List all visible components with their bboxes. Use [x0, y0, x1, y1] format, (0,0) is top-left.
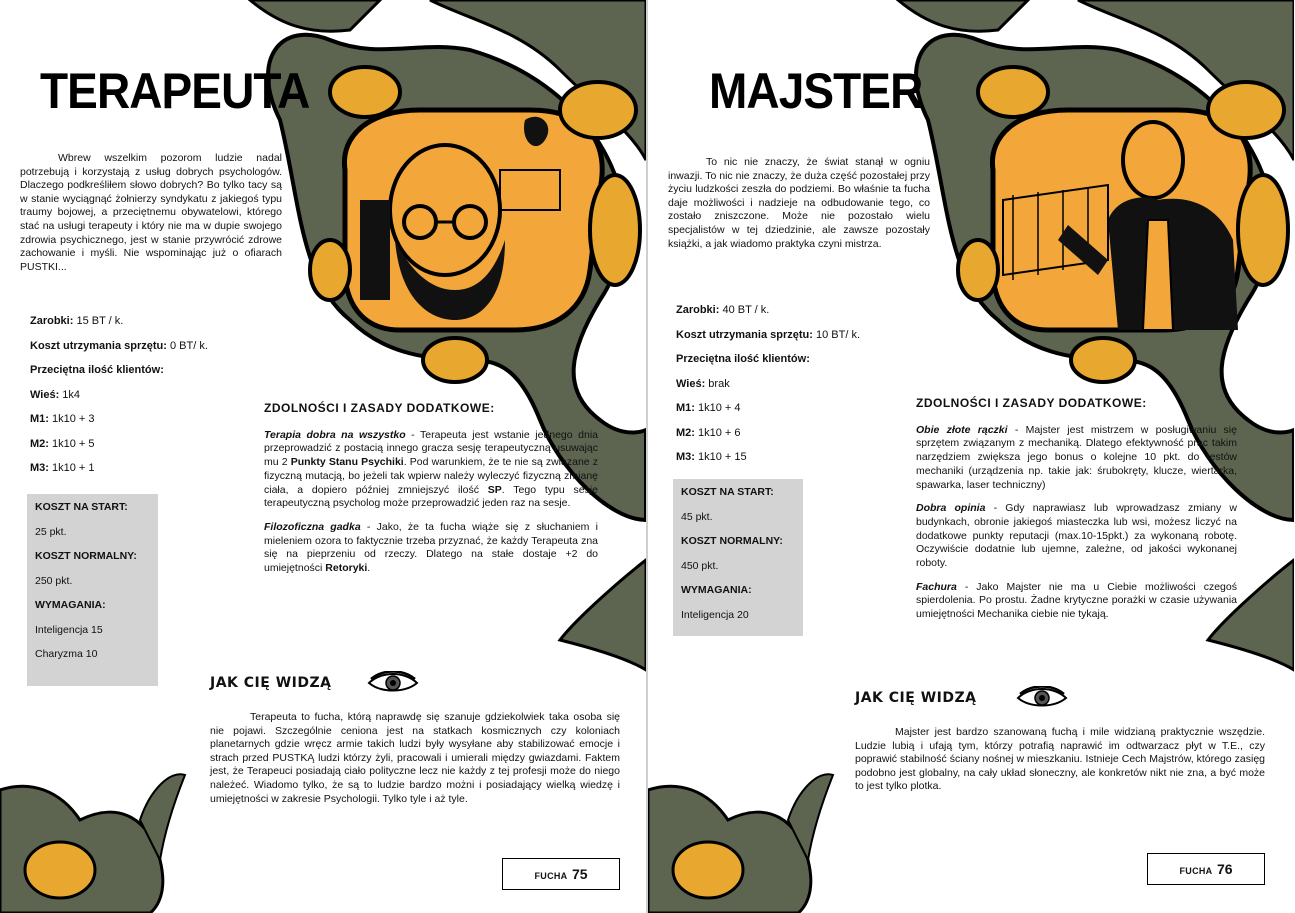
cost-normal-value: 250 pkt. — [35, 574, 73, 587]
eye-icon — [1016, 686, 1068, 710]
stat-upkeep: Koszt utrzymania sprzętu: 0 BT/ k. — [30, 339, 208, 352]
cost-normal-label: KOSZT NORMALNY: — [681, 535, 783, 547]
cost-start-value: 25 pkt. — [35, 525, 67, 538]
ability-2: Dobra opinia - Gdy naprawiasz lub wprowadzasz zmiany w budynkach, obronie jakiegoś miasteczka lub wsi, możesz liczyć na dodatkowe punkty reputacji (max.10-15pkt.) za wykonaną robotę. Oczywiście dodatnie lub ujemne, zależne, od jakości wykonanej roboty. — [916, 502, 1238, 570]
cost-normal-label: KOSZT NORMALNY: — [35, 550, 137, 562]
page-number: 76 — [1216, 861, 1233, 877]
stat-earnings: Zarobki: 15 BT / k. — [30, 315, 124, 327]
stats-list — [676, 298, 860, 470]
stat-upkeep: Koszt utrzymania sprzętu: 10 BT/ k. — [676, 328, 860, 341]
intro-paragraph: Wbrew wszelkim pozorom ludzie nadal potrzebują i korzystają z usług dobrych psychologów. Dlaczego podkreśliłem słowo dobrych? Bo tylko tacy są w stanie wyciągnąć żołnierzy syndykatu z jakiegoś typu traumy bojowej, a przeciętnemu obywatelowi, którego stać na usługi terapeuty i który nie ma w dupie swojego zdrowia psychicznego, jest w stanie przywrócić zdrowe zachowanie i myśli. Nie wspominając już o ofiarach PUSTKI... — [20, 152, 282, 273]
how-they-see-you-text: Majster jest bardzo szanowaną fuchą i mile widzianą praktycznie wszędzie. Ludzie lubią i ufają tym, którzy potrafią naprawić im odtwarzacz płyt w T.E., czy poprawić stabilność ściany nośnej w mieszkaniu. Istnieje Cech Majstrów, którego zasięg podobno jest globalny, na cały układ słoneczny, ale konkretów nikt nie zna, a być może to jest tylko plotka. — [855, 726, 1265, 793]
page-title: TERAPEUTA — [40, 63, 310, 119]
cost-box — [673, 479, 803, 636]
stat-m2: M2: 1k10 + 6 — [676, 426, 741, 439]
page-majster — [648, 0, 1294, 913]
footer-label: FUCHA — [534, 871, 568, 881]
cost-start-value: 45 pkt. — [681, 510, 713, 523]
abilities-section — [916, 397, 1237, 632]
stat-clients: Przeciętna ilość klientów: — [30, 364, 164, 376]
cost-start-label: KOSZT NA START: — [35, 501, 128, 513]
page-title: MAJSTER — [709, 63, 923, 119]
stat-village: Wieś: brak — [676, 377, 730, 390]
stat-m1: M1: 1k10 + 4 — [676, 402, 741, 414]
stat-m2: M2: 1k10 + 5 — [30, 437, 95, 450]
stat-m3: M3: 1k10 + 15 — [676, 451, 747, 463]
footer-label: FUCHA — [1179, 866, 1213, 876]
stat-clients: Przeciętna ilość klientów: — [676, 353, 810, 365]
abilities-section — [264, 402, 598, 586]
intro-paragraph: To nic nie znaczy, że świat stanął w ogniu inwazji. To nic nie znaczy, że duża część pozostałej przy życiu ludzkości zeszła do podziemi. Bo właśnie ta fucha daje możliwości i nadzieje na odbudowanie tego, co zostało zniszczone. Może nie pozostało wielu specjalistów w tej dziedzinie, ale zawsze pozostały książki, a jak wiadomo praktyka czyni mistrza. — [668, 156, 930, 250]
eye-icon — [367, 671, 419, 695]
how-they-see-you-heading: JAK CIĘ WIDZĄ — [210, 675, 332, 691]
cost-start-label: KOSZT NA START: — [681, 486, 774, 498]
stat-m1: M1: 1k10 + 3 — [30, 413, 95, 425]
requirements-label: WYMAGANIA: — [35, 599, 106, 611]
cost-normal-value: 450 pkt. — [681, 559, 719, 572]
stat-village: Wieś: 1k4 — [30, 388, 81, 401]
ability-3: Fachura - Jako Majster nie ma u Ciebie możliwości czegoś spierdolenia. Po prostu. Żadne krytyczne porażki w czasie używania umiejętności Mechanika ciebie nie tykają. — [916, 580, 1237, 621]
page-footer — [1147, 853, 1265, 885]
stat-m3: M3: 1k10 + 1 — [30, 462, 95, 474]
page-footer — [502, 858, 620, 890]
ability-1: Obie złote rączki - Majster jest mistrzem w posługiwaniu się sprzętem związanym z mechaniką. Dlatego efektywność prac takim narzędziem zwiększa jego bonus o kolejne 10 pkt. do testów mechaniki (urządzenia np. takie jak: śrubokręty, klucze, wiertarka, spawarka, laser techniczny) — [916, 423, 1237, 491]
requirements-label: WYMAGANIA: — [681, 584, 752, 596]
page-number: 75 — [571, 866, 588, 882]
requirement-1: Inteligencja 20 — [681, 608, 749, 621]
requirement-1: Inteligencja 15 — [35, 623, 103, 636]
cost-box — [27, 494, 158, 686]
page-terapeuta — [0, 0, 646, 913]
ability-2: Filozoficzna gadka - Jako, że ta fucha wiąże się z słuchaniem i mieleniem ozora to faktycznie trzeba przyznać, że każdy Terapeuta zna się na pieprzeniu od rzeczy. Dlatego na stałe dostaje +2 do umiejętności Retoryki. — [264, 520, 598, 575]
how-they-see-you-heading: JAK CIĘ WIDZĄ — [855, 690, 977, 706]
abilities-heading: ZDOLNOŚCI I ZASADY DODATKOWE: — [916, 396, 1147, 410]
stat-earnings: Zarobki: 40 BT / k. — [676, 304, 770, 316]
abilities-heading: ZDOLNOŚCI I ZASADY DODATKOWE: — [264, 401, 495, 415]
ability-1: Terapia dobra na wszystko - Terapeuta jest wstanie jednego dnia przeprowadzić z postacią innego gracza sesję terapeutyczną usuwając mu 2 Punkty Stanu Psychiki. Pod warunkiem, że te nie są związane z fizyczną mutacją, bo jeżeli tak wpierw należy wyleczyć fizyczną zmianę ciała, a dopiero później zmniejszyć ilość SP. Tego typu sesję terapeutyczną psycholog może przeprowadzić jeden raz na sesje. — [264, 428, 598, 510]
requirement-2: Charyzma 10 — [35, 648, 98, 660]
how-they-see-you-text: Terapeuta to fucha, którą naprawdę się szanuje gdziekolwiek taka osoba się nie pojawi. Szczególnie ceniona jest na statkach kosmicznych czy koloniach planetarnych gdzie wręcz armie takich ludzi były wysyłane aby stabilizować emocje i strach przed PUSTKĄ ludzi którzy żyli, pracowali i umierali między gwiazdami. Faktem jest, że Terapeuci posiadają ciało polityczne lecz nie każdy z tej profesji może do niego należeć. Wiadomo tylko, że są to ludzie bardzo możni i posiadający wielką wiedzę i umiejętności w zakresie Psychologii. Tylko tyle i aż tyle. — [210, 711, 620, 805]
stats-list — [30, 309, 208, 481]
